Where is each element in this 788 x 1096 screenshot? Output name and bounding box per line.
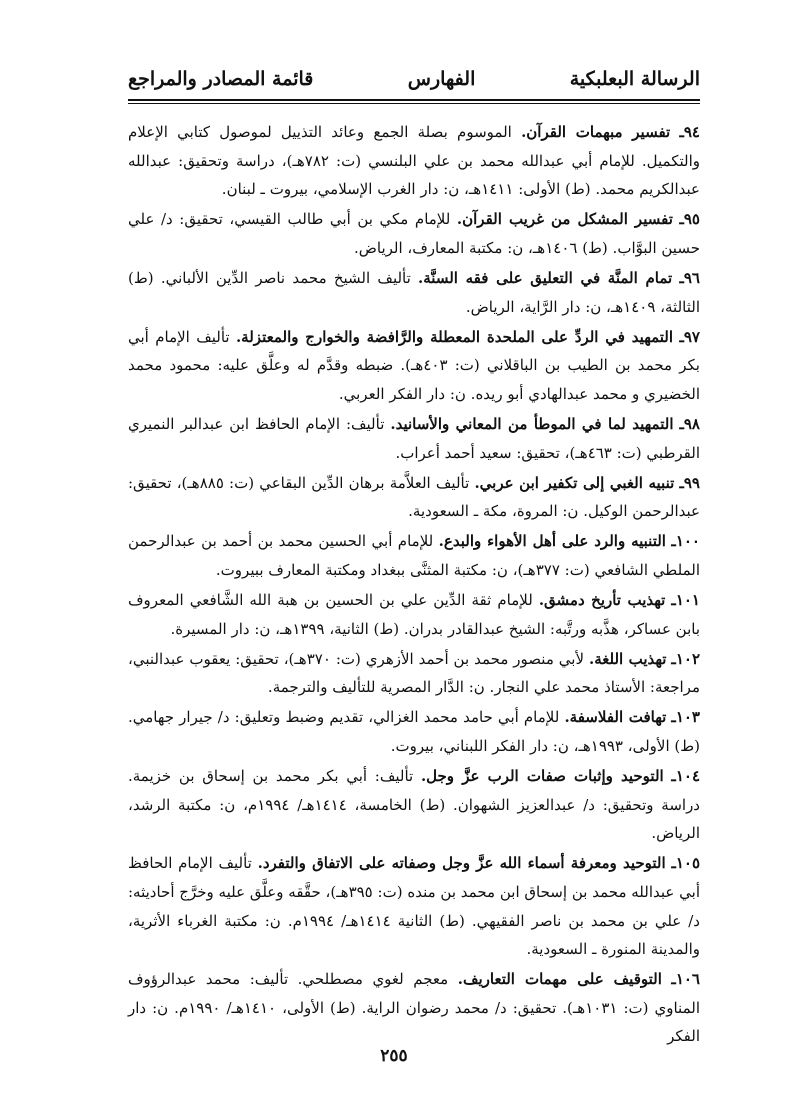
entry-details: تأليف الإمام أبي بكر محمد بن الطيب بن الباقلاني (ت: ٤٠٣هـ). ضبطه وقدَّم له وعلَّق عليه: محمود محمد الخضيري و محمد عبدالهادي أبو ريده. ن: دار الفكر العربي. bbox=[128, 327, 700, 403]
bibliography-entry bbox=[128, 469, 700, 526]
header-book-title: الرسالة البعلبكية bbox=[569, 68, 700, 90]
entry-title: تمام المنَّة في التعليق على فقه السنَّة. bbox=[418, 268, 673, 287]
entry-title: تهذيب اللغة. bbox=[589, 649, 667, 668]
entry-number: ١٠٤ـ bbox=[671, 767, 700, 786]
entry-title: التوحيد وإثبات صفات الرب عزَّ وجل. bbox=[420, 767, 664, 786]
entry-number: ٩٥ـ bbox=[679, 210, 700, 229]
entry-title: تفسير مبهمات القرآن. bbox=[521, 123, 671, 141]
bibliography-entry bbox=[128, 118, 700, 204]
entry-number: ١٠٥ـ bbox=[671, 854, 701, 873]
running-header bbox=[128, 62, 700, 96]
entry-number: ٩٧ـ bbox=[679, 327, 700, 346]
bibliography-entry bbox=[128, 527, 700, 584]
bibliography-entry bbox=[128, 205, 700, 262]
entry-title: التنبيه والرد على أهل الأهواء والبدع. bbox=[438, 532, 666, 551]
bibliography-list bbox=[128, 118, 700, 1053]
entry-details: للإمام أبي الحسين محمد بن أحمد بن عبدالرحمن الملطي الشافعي (ت: ٣٧٧هـ)، ن: مكتبة المثنَّى ببغداد ومكتبة المعارف ببيروت. bbox=[128, 532, 700, 579]
entry-details: تأليف: أبي بكر محمد بن إسحاق بن خزيمة. دراسة وتحقيق: د/ عبدالعزيز الشهوان. (ط) الخامسة، ١٤١٤هـ/ ١٩٩٤م، ن: مكتبة الرشد، الرياض. bbox=[128, 767, 700, 843]
entry-number: ١٠٣ـ bbox=[671, 708, 700, 727]
entry-number: ٩٩ـ bbox=[679, 473, 700, 492]
header-chapter: قائمة المصادر والمراجع bbox=[128, 68, 314, 90]
entry-number: ١٠٠ـ bbox=[671, 532, 700, 551]
entry-details: تأليف: الإمام الحافظ ابن عبدالبر النميري القرطبي (ت: ٤٦٣هـ)، تحقيق: سعيد أحمد أعراب. bbox=[128, 414, 700, 462]
header-section: الفهارس bbox=[407, 68, 476, 90]
entry-details: معجم لغوي مصطلحي. تأليف: محمد عبدالرؤوف المناوي (ت: ١٠٣١هـ). تحقيق: د/ محمد رضوان الراية. (ط) الأولى، ١٤١٠هـ/ ١٩٩٠م. ن: دار الفكر bbox=[128, 970, 700, 1046]
entry-number: ١٠٢ـ bbox=[671, 649, 700, 668]
bibliography-entry bbox=[128, 586, 700, 643]
entry-title: تفسير المشكل من غريب القرآن. bbox=[456, 210, 673, 229]
bibliography-entry bbox=[128, 645, 700, 702]
entry-details: للإمام ثقة الدِّين علي بن الحسين بن هبة الله الشَّافعي المعروف بابن عساكر، هذَّبه ورتَّبه: الشيخ عبدالقادر بدران. (ط) الثانية، ١٣٩٩هـ، ن: دار المسيرة. bbox=[128, 591, 700, 638]
entry-title: تهذيب تأريخ دمشق. bbox=[538, 591, 666, 609]
entry-title: تهافت الفلاسفة. bbox=[564, 708, 667, 727]
bibliography-entry bbox=[128, 703, 700, 760]
entry-details: تأليف الشيخ محمد ناصر الدِّين الألباني. (ط) الثالثة، ١٤٠٩هـ، ن: دار الرَّاية، الرياض. bbox=[128, 268, 700, 316]
entry-title: التوقيف على مهمات التعاريف. bbox=[457, 970, 662, 989]
bibliography-entry bbox=[128, 410, 700, 467]
entry-number: ١٠٦ـ bbox=[671, 970, 700, 989]
page-number: ٢٥٥ bbox=[380, 1046, 408, 1066]
entry-details: لأبي منصور محمد بن أحمد الأزهري (ت: ٣٧٠هـ)، تحقيق: يعقوب عبدالنبي، مراجعة: الأستاذ محمد علي النجار. ن: الدَّار المصرية للتأليف والترجمة. bbox=[128, 649, 700, 697]
entry-details: تأليف الإمام الحافظ أبي عبدالله محمد بن إسحاق ابن محمد بن منده (ت: ٣٩٥هـ)، حقَّقه وعلَّق عليه وخرَّج أحاديثه: د/ علي بن محمد بن ناصر الفقيهي. (ط) الثانية ١٤١٤هـ/ ١٩٩٤م. ن: مكتبة الغرباء الأثرية، والمدينة المنورة ـ السعودية. bbox=[128, 854, 700, 959]
entry-details: الموسوم بصلة الجمع وعائد التذييل لموصول كتابي الإعلام والتكميل. للإمام أبي عبدالله محمد بن علي البلنسي (ت: ٧٨٢هـ)، دراسة وتحقيق: عبدالله عبدالكريم محمد. (ط) الأولى: ١٤١١هـ، ن: دار الغرب الإسلامي، بيروت ـ لبنان. bbox=[128, 123, 700, 199]
bibliography-entry bbox=[128, 323, 700, 409]
entry-title: تنبيه الغبي إلى تكفير ابن عربي. bbox=[474, 473, 675, 492]
header-rule-thin bbox=[128, 103, 700, 104]
bibliography-entry bbox=[128, 965, 700, 1051]
entry-details: تأليف العلاَّمة برهان الدِّين البقاعي (ت: ٨٨٥هـ)، تحقيق: عبدالرحمن الوكيل. ن: المروة، مكة ـ السعودية. bbox=[128, 473, 700, 521]
entry-number: ٩٤ـ bbox=[679, 123, 700, 141]
entry-number: ٩٨ـ bbox=[679, 414, 700, 433]
bibliography-entry bbox=[128, 762, 700, 848]
entry-title: التوحيد ومعرفة أسماء الله عزَّ وجل وصفاته على الاتفاق والتفرد. bbox=[257, 854, 666, 873]
entry-details: للإمام مكي بن أبي طالب القيسي، تحقيق: د/ علي حسين البوَّاب. (ط) ١٤٠٦هـ، ن: مكتبة المعارف، الرياض. bbox=[128, 210, 700, 257]
entry-title: التمهيد لما في الموطأ من المعاني والأسانيد. bbox=[390, 414, 674, 433]
entry-details: للإمام أبي حامد محمد الغزالي، تقديم وضبط وتعليق: د/ جيرار جهامي. (ط) الأولى، ١٩٩٣هـ، ن: دار الفكر اللبناني، بيروت. bbox=[128, 708, 700, 755]
entry-number: ٩٦ـ bbox=[679, 268, 700, 287]
bibliography-entry bbox=[128, 849, 700, 963]
bibliography-entry bbox=[128, 264, 700, 321]
entry-number: ١٠١ـ bbox=[671, 591, 700, 609]
entry-title: التمهيد في الردِّ على الملحدة المعطلة والرَّافضة والخوارج والمعتزلة. bbox=[235, 327, 674, 346]
header-rule-thick bbox=[128, 99, 700, 101]
